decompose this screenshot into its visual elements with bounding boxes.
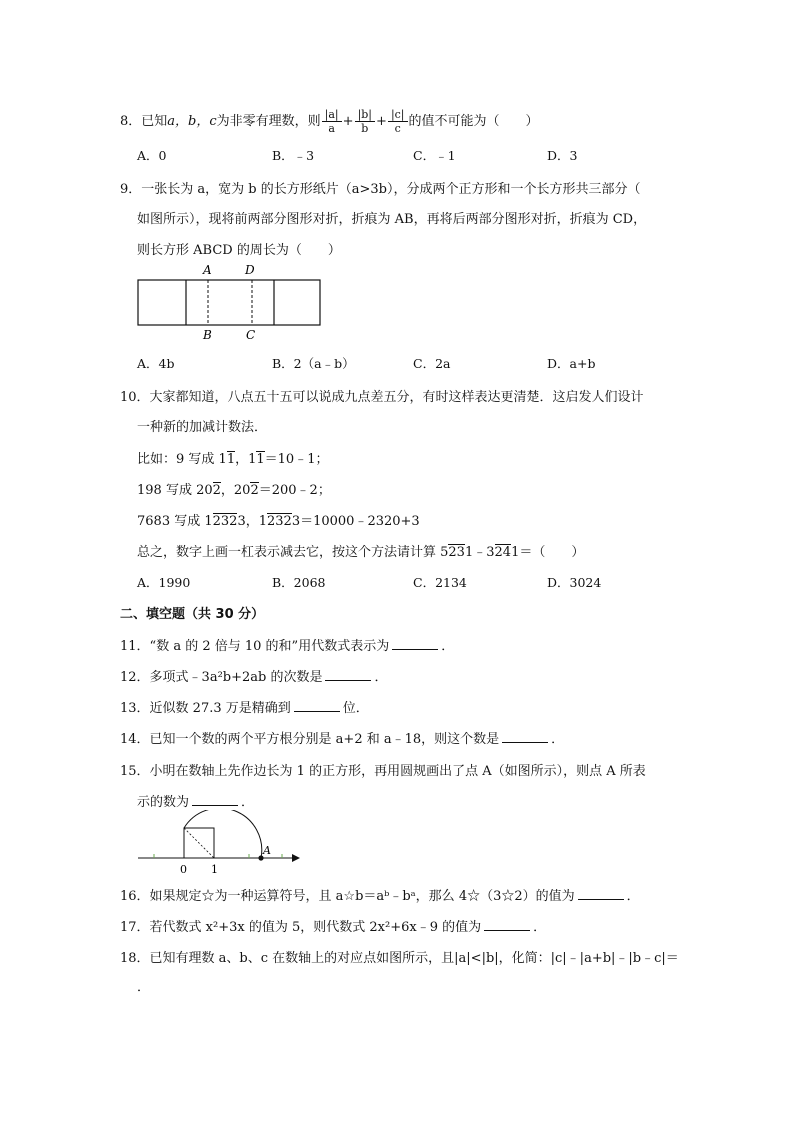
label-d: D — [245, 263, 255, 277]
q8-option-d: D．3 — [547, 148, 578, 163]
fraction-a: $\frac{|a|}{a}$ — [322, 108, 342, 135]
q10-example-2: 198 写成 202，202＝200﹣2； — [137, 483, 331, 498]
q10-option-d: D．3024 — [547, 575, 602, 590]
question-10-line-1: 10．大家都知道，八点五十五可以说成九点差五分，有时这样表达更清楚．这启发人们设计 — [120, 390, 644, 405]
label-b: B — [203, 328, 212, 342]
answer-blank[interactable] — [502, 730, 548, 743]
question-18-line-2: ． — [137, 980, 151, 995]
question-15-line-2: 示的数为 ． — [137, 795, 255, 810]
fraction-b: $\frac{|b|}{b}$ — [355, 108, 375, 135]
q10-example-3: 7683 写成 12323，12323＝10000﹣2320+3 — [137, 514, 420, 529]
q9-rectangle-figure — [130, 262, 330, 344]
q10-example-1: 比如：9 写成 11，11＝10﹣1； — [137, 452, 329, 467]
label-a: A — [203, 263, 212, 277]
q8-option-a: A．0 — [137, 148, 167, 163]
outer-rectangle — [138, 280, 320, 325]
answer-blank[interactable] — [325, 668, 371, 681]
question-number: 8． — [120, 114, 142, 129]
question-18-line-1: 18．已知有理数 a、b、c 在数轴上的对应点如图所示，且|a|<|b|，化简：|c|﹣|a+b|﹣|b﹣c|＝ — [120, 951, 679, 966]
answer-blank[interactable] — [294, 699, 340, 712]
q10-option-b: B．2068 — [272, 575, 326, 590]
question-15-line-1: 15．小明在数轴上先作边长为 1 的正方形，再用圆规画出了点 A（如图所示），则点 A 所表 — [120, 764, 646, 779]
question-16: 16．如果规定☆为一种运算符号，且 a☆b＝aᵇ﹣bᵃ，那么 4☆（3☆2）的值为 ． — [120, 889, 640, 904]
q9-option-c: C．2a — [413, 356, 451, 371]
question-8: 8．已知a，b，c为非零有理数，则 $\frac{|a|}{a}$ + $\frac{|b|}{b}$ + $\frac{|c|}{c}$ 的值不可能为（ ） — [120, 108, 539, 135]
q9-option-d: D．a+b — [547, 356, 596, 371]
diagonal — [184, 828, 214, 858]
q10-option-c: C．2134 — [413, 575, 467, 590]
question-14: 14．已知一个数的两个平方根分别是 a+2 和 a﹣18，则这个数是 ． — [120, 732, 565, 747]
section-heading-fill-in: 二、填空题（共 30 分） — [120, 607, 265, 622]
q9-option-a: A．4b — [137, 356, 175, 371]
question-12: 12．多项式﹣3a²b+2ab 的次数是 ． — [120, 670, 388, 685]
q8-option-b: B．﹣3 — [272, 148, 315, 163]
q9-option-b: B．2（a﹣b） — [272, 356, 355, 371]
q10-option-a: A．1990 — [137, 575, 191, 590]
question-9-line-2: 如图所示），现将前两部分图形对折，折痕为 AB，再将后两部分图形对折，折痕为 CD， — [137, 212, 647, 227]
question-10-line-2: 一种新的加减计数法． — [137, 420, 268, 435]
compass-arc — [184, 810, 262, 858]
question-17: 17．若代数式 x²+3x 的值为 5，则代数式 2x²+6x﹣9 的值为 ． — [120, 920, 547, 935]
label-0: 0 — [180, 863, 187, 876]
answer-blank[interactable] — [484, 918, 530, 931]
answer-blank[interactable] — [192, 793, 238, 806]
answer-blank[interactable] — [392, 637, 438, 650]
q15-number-line-figure — [132, 810, 302, 876]
q8-option-c: C．﹣1 — [413, 148, 456, 163]
fraction-c: $\frac{|c|}{c}$ — [388, 108, 408, 135]
answer-blank[interactable] — [578, 887, 624, 900]
label-c: C — [246, 328, 256, 342]
question-11: 11．“数 a 的 2 倍与 10 的和”用代数式表示为 ． — [120, 639, 455, 654]
label-1: 1 — [211, 863, 218, 876]
axis-arrow — [292, 854, 300, 862]
question-9-line-1: 9．一张长为 a，宽为 b 的长方形纸片（a>3b），分成两个正方形和一个长方形共三部分（ — [120, 182, 641, 197]
q10-summary: 总之，数字上画一杠表示减去它，按这个方法请计算 5231﹣3241＝（ ） — [137, 545, 585, 560]
question-13: 13．近似数 27.3 万是精确到 位． — [120, 701, 369, 716]
question-9-line-3: 则长方形 ABCD 的周长为（ ） — [137, 243, 341, 258]
label-a: A — [263, 844, 271, 857]
